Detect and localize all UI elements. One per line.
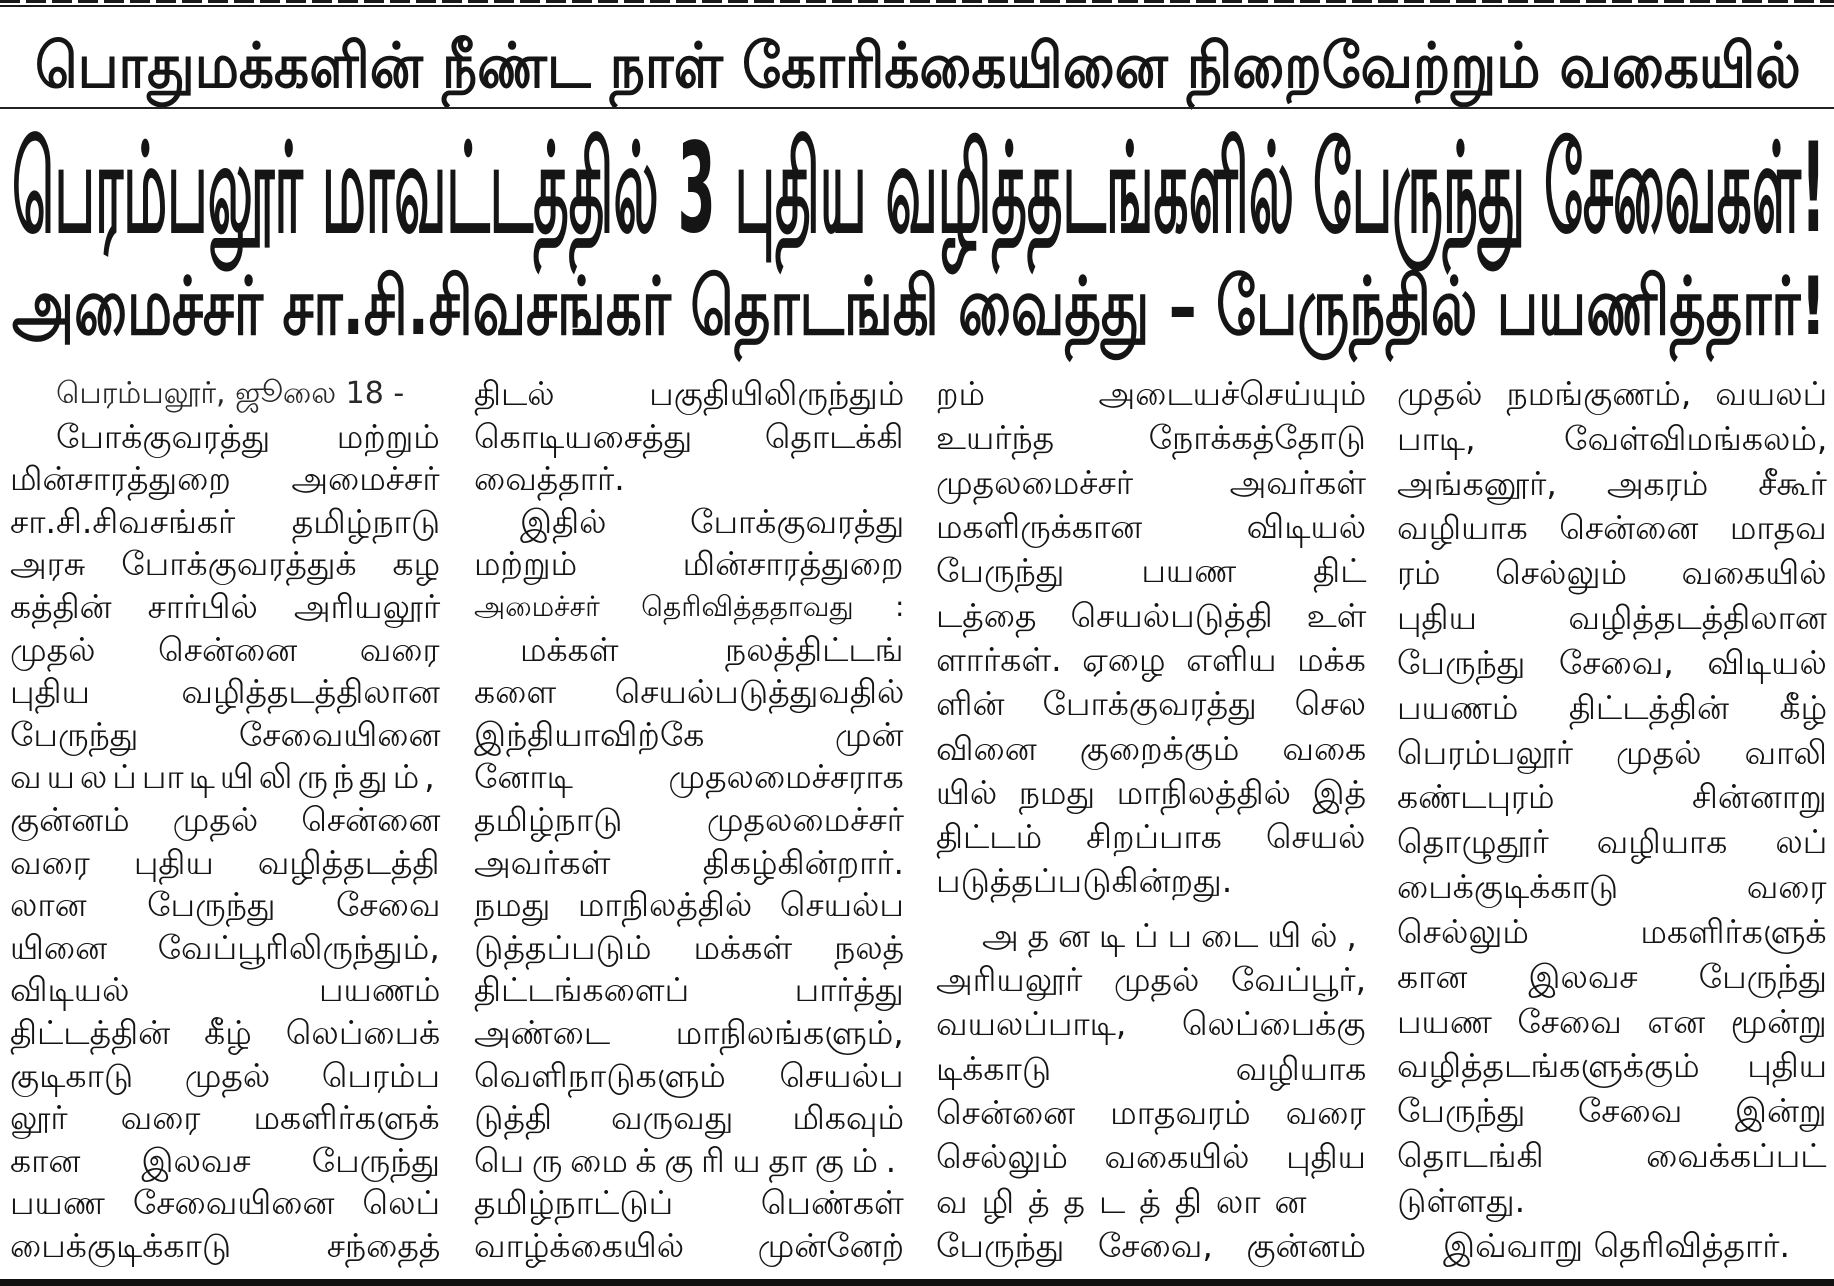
article-column-1 [10,374,440,1266]
body-line: மக்கள் நலத்திட்டங் [520,629,904,669]
body-line: அரசு போக்குவரத்துக் கழ [10,544,441,584]
article-column-2 [474,374,904,1266]
body-line: சா.சி.சிவசங்கர் தமிழ்நாடு [10,501,441,541]
subheadline-box [12,260,1826,353]
body-line: டுத்தப்படும் மக்கள் நலத் [474,927,905,967]
body-line: புதிய வழித்தடத்திலான [10,672,440,712]
body-line: படுத்தப்படுகின்றது. [936,861,1233,901]
body-line: அவர்கள் திகழ்கின்றார். [474,842,905,882]
kicker-rule [0,107,1834,109]
body-line: அதனடிப்படையில், [982,915,1366,955]
body-line: பயண சேவை என மூன்று [1397,1001,1827,1041]
body-line: இதில் போக்குவரத்து [520,501,905,541]
body-line: வழித்தடத்திலான [936,1181,1321,1221]
body-line: திட்டம் சிறப்பாக செயல் [936,817,1366,857]
body-line: வயலப்பாடி, லெப்பைக்கு [936,1004,1366,1044]
body-line: பேருந்து சேவை, குன்னம் [936,1225,1367,1265]
body-line: தொழுதூர் வழியாக லப் [1397,822,1828,862]
article-column-4 [1397,374,1827,1266]
body-line: வரை புதிய வழித்தடத்தி [10,842,440,882]
body-line: பெரம்பலூர் முதல் வாலி [1397,732,1827,772]
body-line: குன்னம் முதல் சென்னை [10,799,441,839]
body-line: தமிழ்நாடு முதலமைச்சர் [474,799,904,839]
kicker-box [35,30,1801,102]
body-line: கத்தின் சார்பில் அரியலூர் [10,586,441,626]
body-line: வெளிநாடுகளும் செயல்ப [474,1055,904,1095]
body-line: தமிழ்நாட்டுப் பெண்கள் [474,1183,904,1223]
body-line: தொடங்கி வைக்கப்பட் [1397,1136,1827,1176]
body-line: அங்கனூர், அகரம் சீகூர் [1397,463,1827,503]
body-line: அரியலூர் முதல் வேப்பூர், [936,960,1367,1000]
body-line: அமைச்சர் தெரிவித்ததாவது : [474,589,905,623]
body-line: யினை வேப்பூரிலிருந்தும், [10,927,440,967]
body-line: வயலப்பாடியிலிருந்தும், [10,757,440,797]
body-line: பாடி, வேள்விமங்கலம், [1397,418,1828,458]
body-line: கான இலவச பேருந்து [1397,956,1828,996]
body-line: திட்டத்தின் கீழ் லெப்பைக் [10,1012,441,1052]
body-line: பேருந்து சேவை, விடியல் [1397,642,1827,682]
body-line: டத்தை செயல்படுத்தி உள் [936,595,1367,635]
top-dashed-border [0,0,1834,3]
body-line: மின்சாரத்துறை அமைச்சர் [10,459,440,499]
body-line: சென்னை மாதவரம் வரை [936,1093,1366,1132]
body-line: பைக்குடிக்காடு சந்தைத் [10,1225,441,1265]
kicker: பொதுமக்களின் நீண்ட நாள் கோரிக்கையினை நிறைவேற்றும் வகையில் [35,29,1801,102]
headline-box [12,117,1826,261]
body-line: வினை குறைக்கும் வகை [936,728,1367,768]
body-line: லான பேருந்து சேவை [10,885,441,925]
body-line: இந்தியாவிற்கே முன் [474,714,904,754]
dateline: பெரம்பலூர், ஜூலை 18 - [56,376,405,411]
headline: பெரம்பலூர் மாவட்டத்தில் 3 புதிய வழித்தடங்களில் பேருந்து சேவைகள்! [12,117,1826,261]
body-line: பேருந்து பயண திட் [936,551,1367,591]
body-line: ளின் போக்குவரத்து செல [936,684,1367,724]
body-line: முதல் நமங்குணம், வயலப் [1397,374,1828,413]
article-column-3 [936,374,1366,1266]
body-line: பயணம் திட்டத்தின் கீழ் [1397,687,1828,727]
body-line: களை செயல்படுத்துவதில் [474,672,905,712]
body-line: றம் அடையச்செய்யும் [936,374,1367,413]
body-line: உயர்ந்த நோக்கத்தோடு [936,418,1366,458]
body-line: பேருந்து சேவை இன்று [1397,1091,1827,1131]
body-line: மகளிருக்கான விடியல் [936,506,1367,546]
body-line: இவ்வாறு தெரிவித்தார். [1443,1225,1791,1265]
body-line: வழித்தடங்களுக்கும் புதிய [1397,1046,1828,1086]
body-line: கான இலவச பேருந்து [10,1140,441,1180]
body-line: திட்டங்களைப் பார்த்து [474,970,904,1010]
body-line: கொடியசைத்து தொடக்கி [474,416,904,456]
body-line: வாழ்க்கையில் முன்னேற் [474,1225,905,1265]
body-line: விடியல் பயணம் [10,970,441,1010]
body-line: கண்டபுரம் சின்னாறு [1397,777,1827,817]
bottom-rule [0,1279,1834,1286]
body-line: பயண சேவையினை லெப் [10,1183,441,1223]
body-line: புதிய வழித்தடத்திலான [1397,598,1827,638]
body-line: செல்லும் வகையில் புதிய [936,1137,1366,1177]
body-line: செல்லும் மகளிர்களுக் [1397,911,1827,951]
body-line: மற்றும் மின்சாரத்துறை [474,544,904,584]
body-line: முதலமைச்சர் அவர்கள் [936,462,1366,502]
body-line: னோடி முதலமைச்சராக [474,757,904,797]
body-line: குடிகாடு முதல் பெரம்ப [10,1055,441,1095]
body-line: திடல் பகுதியிலிருந்தும் [474,374,905,413]
body-line: நமது மாநிலத்தில் செயல்ப [474,885,904,925]
body-line: முதல் சென்னை வரை [10,629,440,669]
body-line: டிக்காடு வழியாக [936,1048,1367,1088]
top-rule [0,5,1834,7]
body-line: போக்குவரத்து மற்றும் [56,416,440,456]
body-line: வழியாக சென்னை மாதவ [1397,508,1827,548]
body-line: யில் நமது மாநிலத்தில் இத் [936,772,1367,812]
body-line: லூர் வரை மகளிர்களுக் [10,1098,440,1138]
body-line: வைத்தார். [474,459,625,499]
body-line: பேருந்து சேவையினை [10,714,441,754]
body-line: பெருமைக்குரியதாகும். [474,1140,904,1180]
subheadline: அமைச்சர் சா.சி.சிவசங்கர் தொடங்கி வைத்து – பேருந்தில் பயணித்தார்! [12,260,1826,353]
body-line: ளார்கள். ஏழை எளிய மக்க [936,639,1366,679]
body-line: அண்டை மாநிலங்களும், [474,1012,904,1052]
body-line: டுத்தி வருவது மிகவும் [474,1098,905,1138]
body-line: டுள்ளது. [1397,1180,1526,1220]
body-line: பைக்குடிக்காடு வரை [1397,867,1827,907]
body-line: ரம் செல்லும் வகையில் [1397,553,1827,593]
